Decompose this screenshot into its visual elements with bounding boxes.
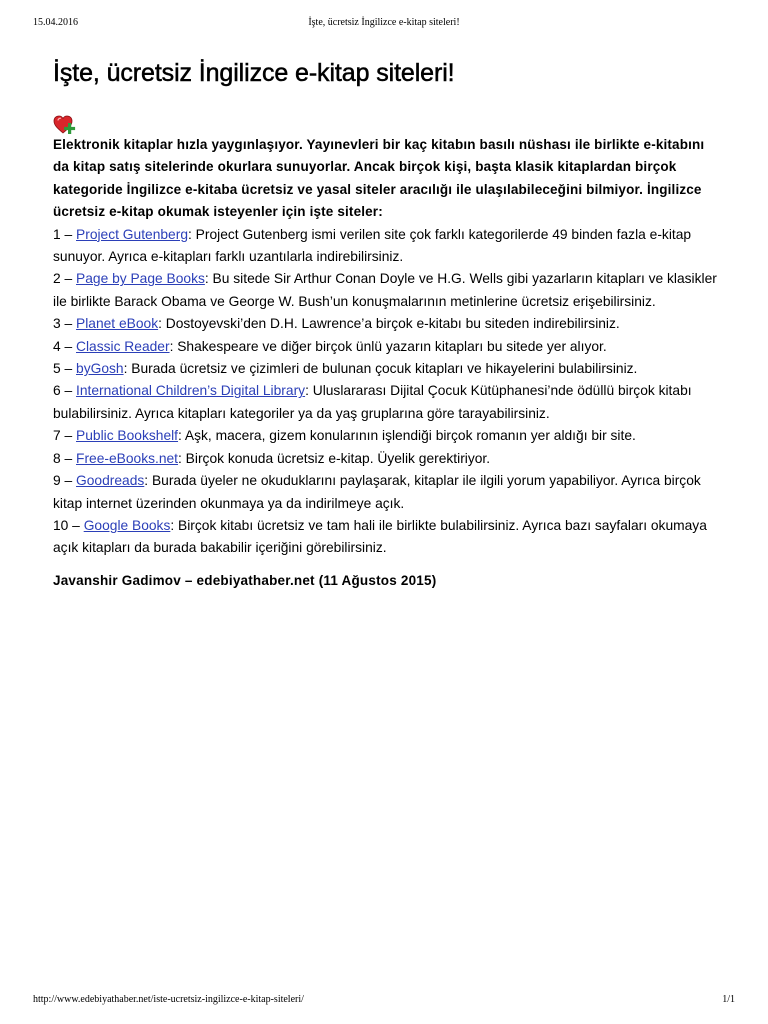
print-date: 15.04.2016	[33, 17, 78, 28]
link-goodreads[interactable]: Goodreads	[76, 473, 145, 489]
item-description: : Dostoyevski’den D.H. Lawrence’a birçok e-kitabı bu siteden indirebilirsiniz.	[158, 316, 620, 332]
print-page-title: İşte, ücretsiz İngilizce e-kitap siteleri!	[308, 17, 460, 28]
item-description: : Aşk, macera, gizem konularının işlendiği birçok romanın yer aldığı bir site.	[178, 428, 636, 444]
item-number: 7 –	[53, 428, 77, 444]
list-item	[53, 336, 718, 358]
item-description: : Burada üyeler ne okuduklarını paylaşarak, kitaplar ile ilgili yorum yapabiliyor. Ayrıca birçok kitap internet üzerinden okunmaya ya da indirilmeye açık.	[53, 473, 701, 511]
article-signature: Javanshir Gadimov – edebiyathaber.net (11 Ağustos 2015)	[53, 572, 437, 588]
print-footer	[33, 994, 735, 1008]
list-item	[53, 470, 718, 515]
list-item	[53, 224, 718, 269]
article	[53, 56, 718, 592]
item-number: 5 –	[53, 361, 77, 377]
list-item	[53, 425, 718, 447]
site-list	[53, 224, 718, 560]
list-item	[53, 515, 718, 560]
link-international-childrens-digital-library[interactable]: International Children’s Digital Library	[76, 383, 306, 399]
link-free-ebooks[interactable]: Free-eBooks.net	[76, 450, 179, 466]
item-number: 6 –	[53, 383, 77, 399]
item-description: : Shakespeare ve diğer birçok ünlü yazarın kitapları bu sitede yer alıyor.	[169, 338, 607, 354]
link-google-books[interactable]: Google Books	[83, 517, 171, 533]
item-description: : Project Gutenberg ismi verilen site çok farklı kategorilerde 49 binden fazla e-kitap sunuyor. Ayrıca e-kitapları farklı uzantılarla indirebilirsiniz.	[53, 226, 692, 265]
heart-plus-icon	[53, 114, 77, 136]
article-intro: Elektronik kitaplar hızla yaygınlaşıyor. Yayınevleri bir kaç kitabın basılı nüshası ile birlikte e-kitabını da kitap satış sitelerinde okurlara sunuyorlar. Ancak birçok kişi, başta klasik kitaplardan birçok kategoride İngilizce e-kitaba ücretsiz ve yasal siteler aracılığı ile ulaşılabileceğini bilmiyor. İngilizce ücretsiz e-kitap okumak isteyenler için işte siteler:	[53, 137, 705, 220]
item-number: 9 –	[53, 473, 77, 489]
item-description: : Birçok konuda ücretsiz e-kitap. Üyelik gerektiriyor.	[178, 450, 491, 466]
link-public-bookshelf[interactable]: Public Bookshelf	[76, 428, 179, 444]
item-number: 1 –	[53, 226, 77, 242]
item-description: : Bu sitede Sir Arthur Conan Doyle ve H.G. Wells gibi yazarların kitapları ve klasikler ile birlikte Barack Obama ve George W. Bush’un konuşmalarının metinlerine ücretsiz erişebilirsiniz.	[53, 271, 717, 309]
link-project-gutenberg[interactable]: Project Gutenberg	[76, 226, 188, 242]
item-description: : Burada ücretsiz ve çizimleri de bulunan çocuk kitapları ve hikayelerini bulabilirsiniz.	[123, 361, 638, 377]
print-url: http://www.edebiyathaber.net/iste-ucretsiz-ingilizce-e-kitap-siteleri/	[33, 994, 304, 1005]
item-number: 3 –	[53, 316, 77, 332]
list-item	[53, 268, 718, 313]
list-item	[53, 313, 718, 335]
item-description: : Uluslararası Dijital Çocuk Kütüphanesi’nde ödüllü birçok kitabı bulabilirsiniz. Ayrıca kitapları kategoriler ya da yaş gruplarına göre tarayabilirsiniz.	[53, 383, 692, 421]
print-page-number: 1/1	[722, 994, 735, 1005]
item-number: 4 –	[53, 338, 77, 354]
article-title: İşte, ücretsiz İngilizce e-kitap siteleri!	[53, 59, 455, 87]
item-number: 10 –	[53, 517, 84, 533]
link-page-by-page-books[interactable]: Page by Page Books	[76, 271, 205, 287]
item-number: 8 –	[53, 450, 77, 466]
link-bygosh[interactable]: byGosh	[76, 361, 124, 377]
link-planet-ebook[interactable]: Planet eBook	[76, 316, 159, 332]
link-classic-reader[interactable]: Classic Reader	[76, 338, 170, 354]
print-header	[33, 17, 735, 31]
item-number: 2 –	[53, 271, 77, 287]
list-item	[53, 380, 718, 425]
list-item	[53, 358, 718, 380]
item-description: : Birçok kitabı ücretsiz ve tam hali ile birlikte bulabilirsiniz. Ayrıca bazı sayfaları okumaya açık kitapları da burada bakabilir içeriğini görebilirsiniz.	[53, 517, 707, 556]
list-item	[53, 448, 718, 470]
